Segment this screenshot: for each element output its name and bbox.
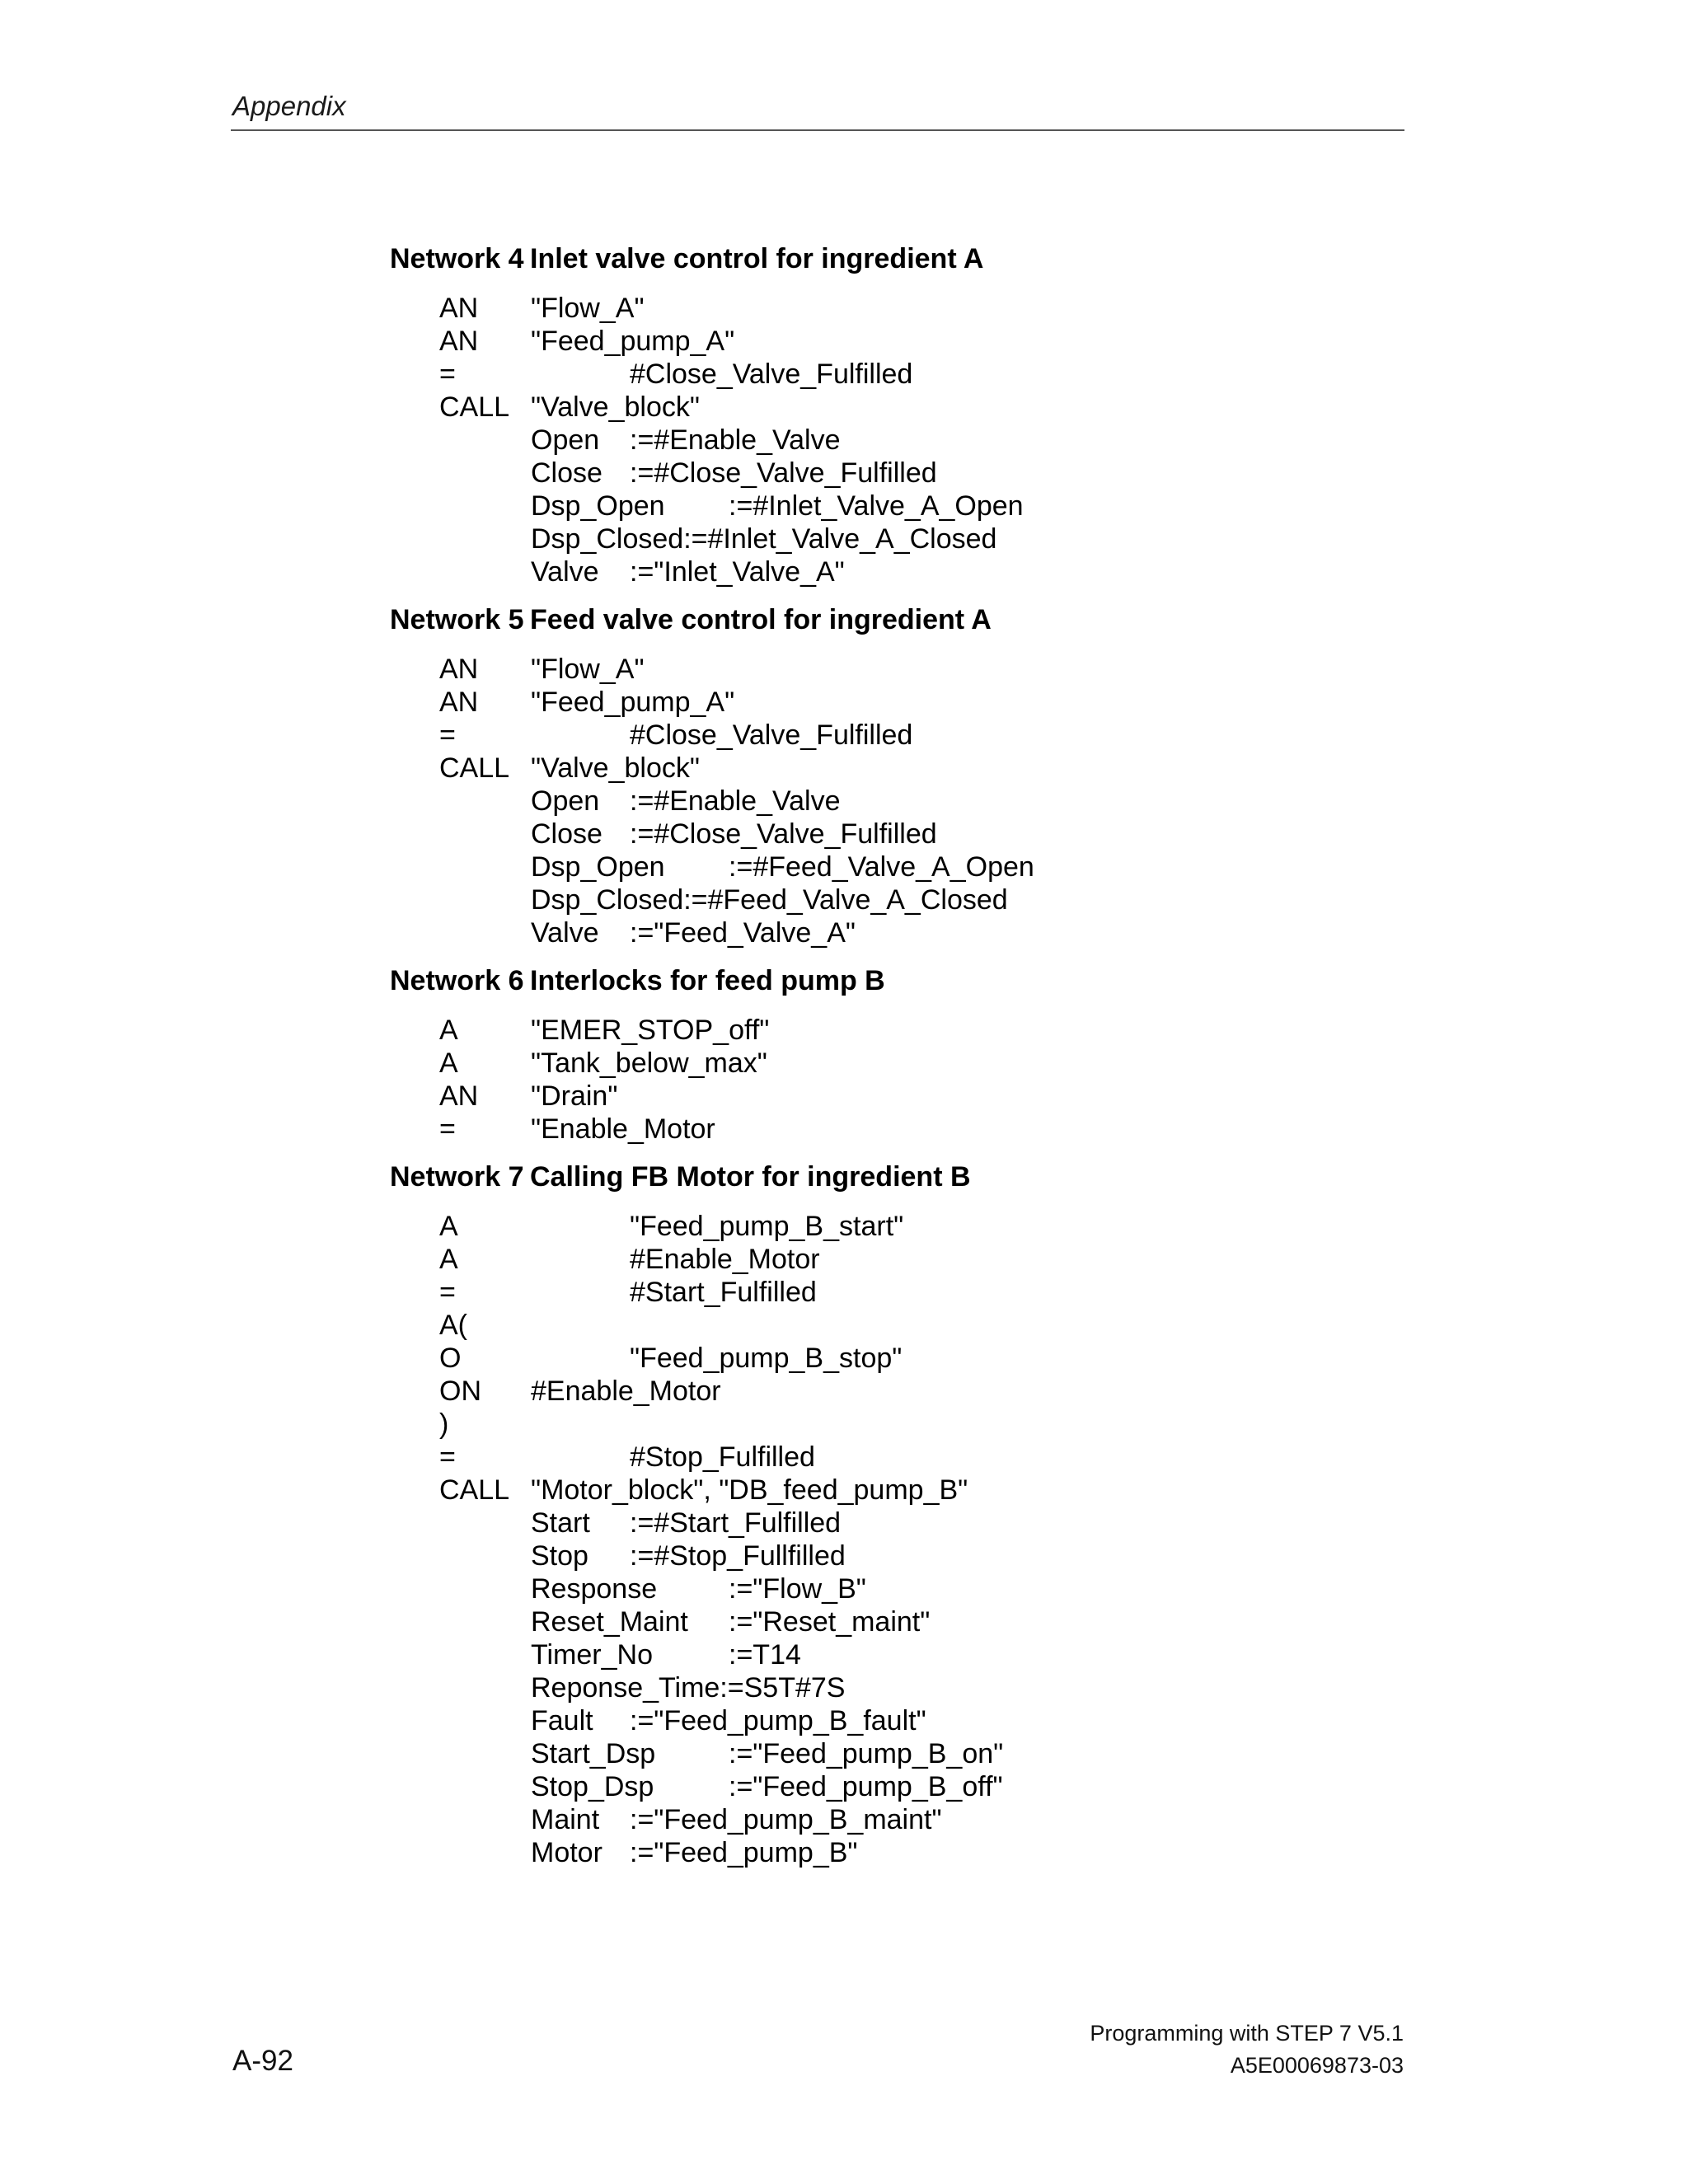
network-heading: Calling FB Motor for ingredient B <box>530 1161 971 1193</box>
parameter-name: Dsp_Open <box>531 490 665 522</box>
parameter-assignment: Reponse_Time:=S5T#7S <box>531 1672 846 1704</box>
code-line <box>439 818 1544 851</box>
parameter-name: Start <box>531 1507 590 1539</box>
network-number: Network 5 <box>390 604 524 635</box>
parameter-name: Valve <box>531 917 599 949</box>
network-heading: Feed valve control for ingredient A <box>530 604 992 635</box>
parameter-value: :="Feed_pump_B_maint" <box>630 1804 942 1835</box>
parameter-name: Open <box>531 785 600 817</box>
network-code-block <box>439 1014 1544 1146</box>
network-title <box>390 603 1544 636</box>
instruction-operator: A <box>439 1015 458 1046</box>
code-line <box>439 1704 1544 1737</box>
code-line <box>439 1803 1544 1836</box>
code-line <box>439 752 1544 785</box>
code-line <box>439 686 1544 719</box>
instruction-operator: CALL <box>439 1474 510 1506</box>
network-code-block <box>439 1210 1544 1869</box>
parameter-value: :="Inlet_Valve_A" <box>630 556 845 588</box>
code-line <box>439 1572 1544 1605</box>
code-line <box>439 1408 1544 1441</box>
instruction-operator: = <box>439 719 456 751</box>
code-line <box>439 1638 1544 1671</box>
parameter-name: Motor <box>531 1837 603 1868</box>
code-line <box>439 1276 1544 1309</box>
parameter-value: :=T14 <box>729 1639 801 1671</box>
code-line <box>439 1080 1544 1113</box>
network-number: Network 7 <box>390 1161 524 1193</box>
parameter-name: Timer_No <box>531 1639 653 1671</box>
network-title <box>390 242 1544 275</box>
page-number: A-92 <box>232 2045 293 2077</box>
instruction-operator: CALL <box>439 752 510 784</box>
instruction-operator: = <box>439 359 456 390</box>
instruction-operand: "Motor_block", "DB_feed_pump_B" <box>531 1474 968 1506</box>
instruction-operand: "Feed_pump_A" <box>531 687 735 718</box>
instruction-operand: "EMER_STOP_off" <box>531 1015 770 1046</box>
code-line <box>439 883 1544 916</box>
running-header: Appendix <box>232 91 346 121</box>
code-line <box>439 424 1544 457</box>
parameter-value: :="Flow_B" <box>729 1573 866 1605</box>
instruction-operator: AN <box>439 1080 479 1112</box>
parameter-name: Close <box>531 457 603 489</box>
instruction-operator: A <box>439 1244 458 1275</box>
code-line <box>439 1210 1544 1243</box>
network-number: Network 6 <box>390 965 524 996</box>
code-line <box>439 1540 1544 1572</box>
code-line <box>439 391 1544 424</box>
parameter-name: Fault <box>531 1705 593 1736</box>
instruction-operator: AN <box>439 293 479 324</box>
parameter-assignment: Dsp_Closed:=#Inlet_Valve_A_Closed <box>531 523 997 555</box>
code-line <box>439 1605 1544 1638</box>
parameter-name: Start_Dsp <box>531 1738 656 1769</box>
code-line <box>439 1836 1544 1869</box>
parameter-value: :="Feed_pump_B_fault" <box>630 1705 926 1736</box>
instruction-operand: "Tank_below_max" <box>531 1047 767 1079</box>
instruction-operand: #Start_Fulfilled <box>630 1277 817 1308</box>
parameter-name: Open <box>531 424 600 456</box>
code-line <box>439 292 1544 325</box>
instruction-operator: ) <box>439 1408 449 1440</box>
footer-doc-id: A5E00069873-03 <box>1230 2053 1404 2078</box>
instruction-operand: "Drain" <box>531 1080 618 1112</box>
instruction-operand: #Stop_Fulfilled <box>630 1441 815 1473</box>
instruction-operator: AN <box>439 687 479 718</box>
code-line <box>439 457 1544 490</box>
code-line <box>439 325 1544 358</box>
parameter-value: :=#Stop_Fullfilled <box>630 1540 846 1572</box>
instruction-operator: ON <box>439 1376 481 1407</box>
code-line <box>439 1113 1544 1146</box>
network-title <box>390 1160 1544 1193</box>
network-code-block <box>439 653 1544 949</box>
parameter-name: Response <box>531 1573 658 1605</box>
instruction-operand: "Feed_pump_B_start" <box>630 1211 904 1242</box>
parameter-value: :=#Start_Fulfilled <box>630 1507 842 1539</box>
instruction-operator: AN <box>439 654 479 685</box>
parameter-name: Dsp_Open <box>531 851 665 883</box>
code-line <box>439 1474 1544 1507</box>
parameter-value: :=#Close_Valve_Fulfilled <box>630 818 937 850</box>
network-title <box>390 964 1544 997</box>
parameter-name: Stop_Dsp <box>531 1771 654 1802</box>
code-line <box>439 1309 1544 1342</box>
instruction-operand: #Close_Valve_Fulfilled <box>630 359 913 390</box>
instruction-operand: "Enable_Motor <box>531 1113 715 1145</box>
instruction-operand: #Close_Valve_Fulfilled <box>630 719 913 751</box>
code-line <box>439 1047 1544 1080</box>
instruction-operator: O <box>439 1343 462 1374</box>
header-divider <box>231 129 1404 131</box>
code-line <box>439 1375 1544 1408</box>
parameter-name: Stop <box>531 1540 588 1572</box>
code-line <box>439 785 1544 818</box>
instruction-operand: #Enable_Motor <box>630 1244 820 1275</box>
parameter-value: :="Reset_maint" <box>729 1606 931 1638</box>
instruction-operator: = <box>439 1441 456 1473</box>
code-line <box>439 851 1544 883</box>
code-line <box>439 1441 1544 1474</box>
code-line <box>439 1014 1544 1047</box>
instruction-operator: = <box>439 1277 456 1308</box>
code-line <box>439 719 1544 752</box>
parameter-assignment: Dsp_Closed:=#Feed_Valve_A_Closed <box>531 884 1008 916</box>
instruction-operand: #Enable_Motor <box>531 1376 721 1407</box>
network-heading: Interlocks for feed pump B <box>530 965 885 996</box>
parameter-value: :="Feed_pump_B_on" <box>729 1738 1004 1769</box>
instruction-operand: "Valve_block" <box>531 391 700 423</box>
instruction-operand: "Flow_A" <box>531 293 645 324</box>
instruction-operand: "Feed_pump_B_stop" <box>630 1343 903 1374</box>
instruction-operator: A( <box>439 1310 467 1341</box>
parameter-value: :=#Feed_Valve_A_Open <box>729 851 1034 883</box>
parameter-value: :=#Enable_Valve <box>630 785 841 817</box>
code-line <box>439 1342 1544 1375</box>
code-line <box>439 1671 1544 1704</box>
instruction-operator: = <box>439 1113 456 1145</box>
code-listing <box>390 242 1544 1884</box>
code-line <box>439 916 1544 949</box>
network-number: Network 4 <box>390 243 524 274</box>
code-line <box>439 653 1544 686</box>
code-line <box>439 1507 1544 1540</box>
parameter-name: Maint <box>531 1804 600 1835</box>
network-code-block <box>439 292 1544 588</box>
parameter-name: Close <box>531 818 603 850</box>
parameter-value: :="Feed_pump_B" <box>630 1837 858 1868</box>
parameter-name: Reset_Maint <box>531 1606 688 1638</box>
parameter-value: :=#Inlet_Valve_A_Open <box>729 490 1024 522</box>
code-line <box>439 555 1544 588</box>
parameter-value: :=#Close_Valve_Fulfilled <box>630 457 937 489</box>
code-line <box>439 523 1544 555</box>
parameter-value: :=#Enable_Valve <box>630 424 841 456</box>
instruction-operator: CALL <box>439 391 510 423</box>
network-heading: Inlet valve control for ingredient A <box>530 243 984 274</box>
code-line <box>439 1737 1544 1770</box>
footer-book-title: Programming with STEP 7 V5.1 <box>1090 2021 1404 2046</box>
parameter-value: :="Feed_Valve_A" <box>630 917 856 949</box>
instruction-operand: "Flow_A" <box>531 654 645 685</box>
instruction-operand: "Valve_block" <box>531 752 700 784</box>
code-line <box>439 1243 1544 1276</box>
instruction-operator: AN <box>439 326 479 357</box>
code-line <box>439 490 1544 523</box>
parameter-name: Valve <box>531 556 599 588</box>
instruction-operator: A <box>439 1211 458 1242</box>
code-line <box>439 358 1544 391</box>
code-line <box>439 1770 1544 1803</box>
instruction-operator: A <box>439 1047 458 1079</box>
instruction-operand: "Feed_pump_A" <box>531 326 735 357</box>
parameter-value: :="Feed_pump_B_off" <box>729 1771 1003 1802</box>
